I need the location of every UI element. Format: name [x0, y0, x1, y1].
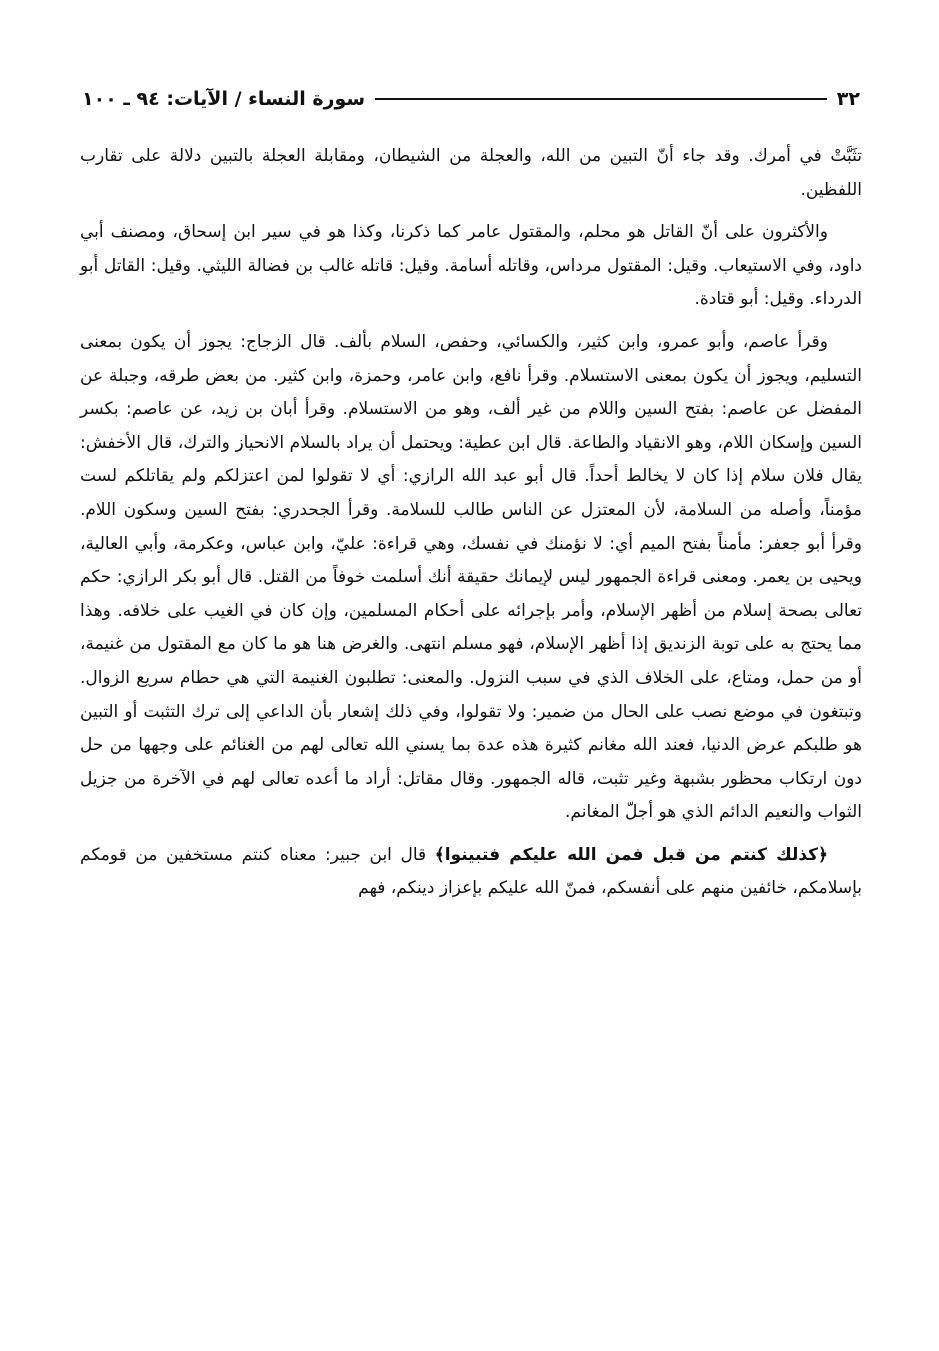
body-text — [80, 140, 862, 915]
paragraph-4-text: قال ابن جبير: معناه كنتم مستخفين من قومكم بإسلامكم، خائفين منهم على أنفسكم، فمنّ الله عليكم بإعزاز دينكم، فهم — [80, 844, 862, 899]
paragraph-3: وقرأ عاصم، وأبو عمرو، وابن كثير، والكسائي، وحفص، السلام بألف. قال الزجاج: يجوز أن يكون بمعنى التسليم، ويجوز أن يكون بمعنى الاستسلام. وقرأ نافع، وابن عامر، وحمزة، وابن كثير. من بعض طرقه، وجبلة عن المفضل عن عاصم: بفتح السين واللام من غير ألف، وهو من الاستسلام. وقرأ أبان بن زيد، عن عاصم: بكسر السين وإسكان اللام، وهو الانقياد والطاعة. قال ابن عطية: ويحتمل أن يراد بالسلام الانحياز والترك، قال الأخفش: يقال فلان سلام إذا كان لا يخالط أحداً. قال أبو عبد الله الرازي: أي لا تقولوا لمن اعتزلكم ولم يقاتلكم لست مؤمناً، وأصله من السلامة، لأن المعتزل عن الناس طالب للسلامة. وقرأ الجحدري: بفتح السين وسكون اللام. وقرأ أبو جعفر: مأمناً بفتح الميم أي: لا نؤمنك في نفسك، وهي قراءة: عليّ، وابن عباس، وعكرمة، وأبي العالية، ويحيى بن يعمر. ومعنى قراءة الجمهور ليس لإيمانك حقيقة أنك أسلمت خوفاً من القتل. قال أبو بكر الرازي: حكم تعالى بصحة إسلام من أظهر الإسلام، وأمر بإجرائه على أحكام المسلمين، وإن كان في الغيب على خلافه. وهذا مما يحتج به على توبة الزنديق إذا أظهر الإسلام، فهو مسلم انتهى. والغرض هنا هو ما كان مع المقتول من غنيمة، أو من حمل، ومتاع، على الخلاف الذي في سبب النزول. والمعنى: تطلبون الغنيمة التي هي حطام سريع الزوال. وتبتغون في موضع نصب على الحال من ضمير: ولا تقولوا، وفي ذلك إشعار بأن الداعي إلى ترك التثبت أو التبين هو طلبكم عرض الدنيا، فعند الله مغانم كثيرة هذه عدة بما يسني الله تعالى لهم من الغنائم على وجهها من حل دون ارتكاب محظور بشبهة وغير تثبت، قاله الجمهور. وقال مقاتل: أراد ما أعده تعالى لهم في الآخرة من جزيل الثواب والنعيم الدائم الذي هو أجلّ المغانم. — [80, 331, 862, 823]
paragraph-1: تثَبَّتْ في أمرك. وقد جاء أنّ التبين من الله، والعجلة من الشيطان، ومقابلة العجلة بالتبين دلالة على تقارب اللفظين. — [80, 146, 862, 200]
paragraph-4 — [80, 839, 862, 906]
page-number: ٣٢ — [836, 88, 860, 110]
page-title: سورة النساء / الآيات: ٩٤ ـ ١٠٠ — [82, 88, 366, 110]
page-header — [82, 84, 860, 114]
paragraph-2: والأكثرون على أنّ القاتل هو محلم، والمقتول عامر كما ذكرنا، وكذا هو في سير ابن إسحاق، ومصنف أبي داود، وفي الاستيعاب. وقيل: المقتول مرداس، وقاتله أسامة. وقيل: قاتله غالب بن فضالة الليثي. وقيل: القاتل أبو الدرداء. وقيل: أبو قتادة. — [80, 222, 862, 310]
quran-verse: ﴿كذلك كنتم من قبل فمن الله عليكم فتبينوا﴾ — [434, 844, 828, 865]
header-rule — [375, 98, 827, 100]
